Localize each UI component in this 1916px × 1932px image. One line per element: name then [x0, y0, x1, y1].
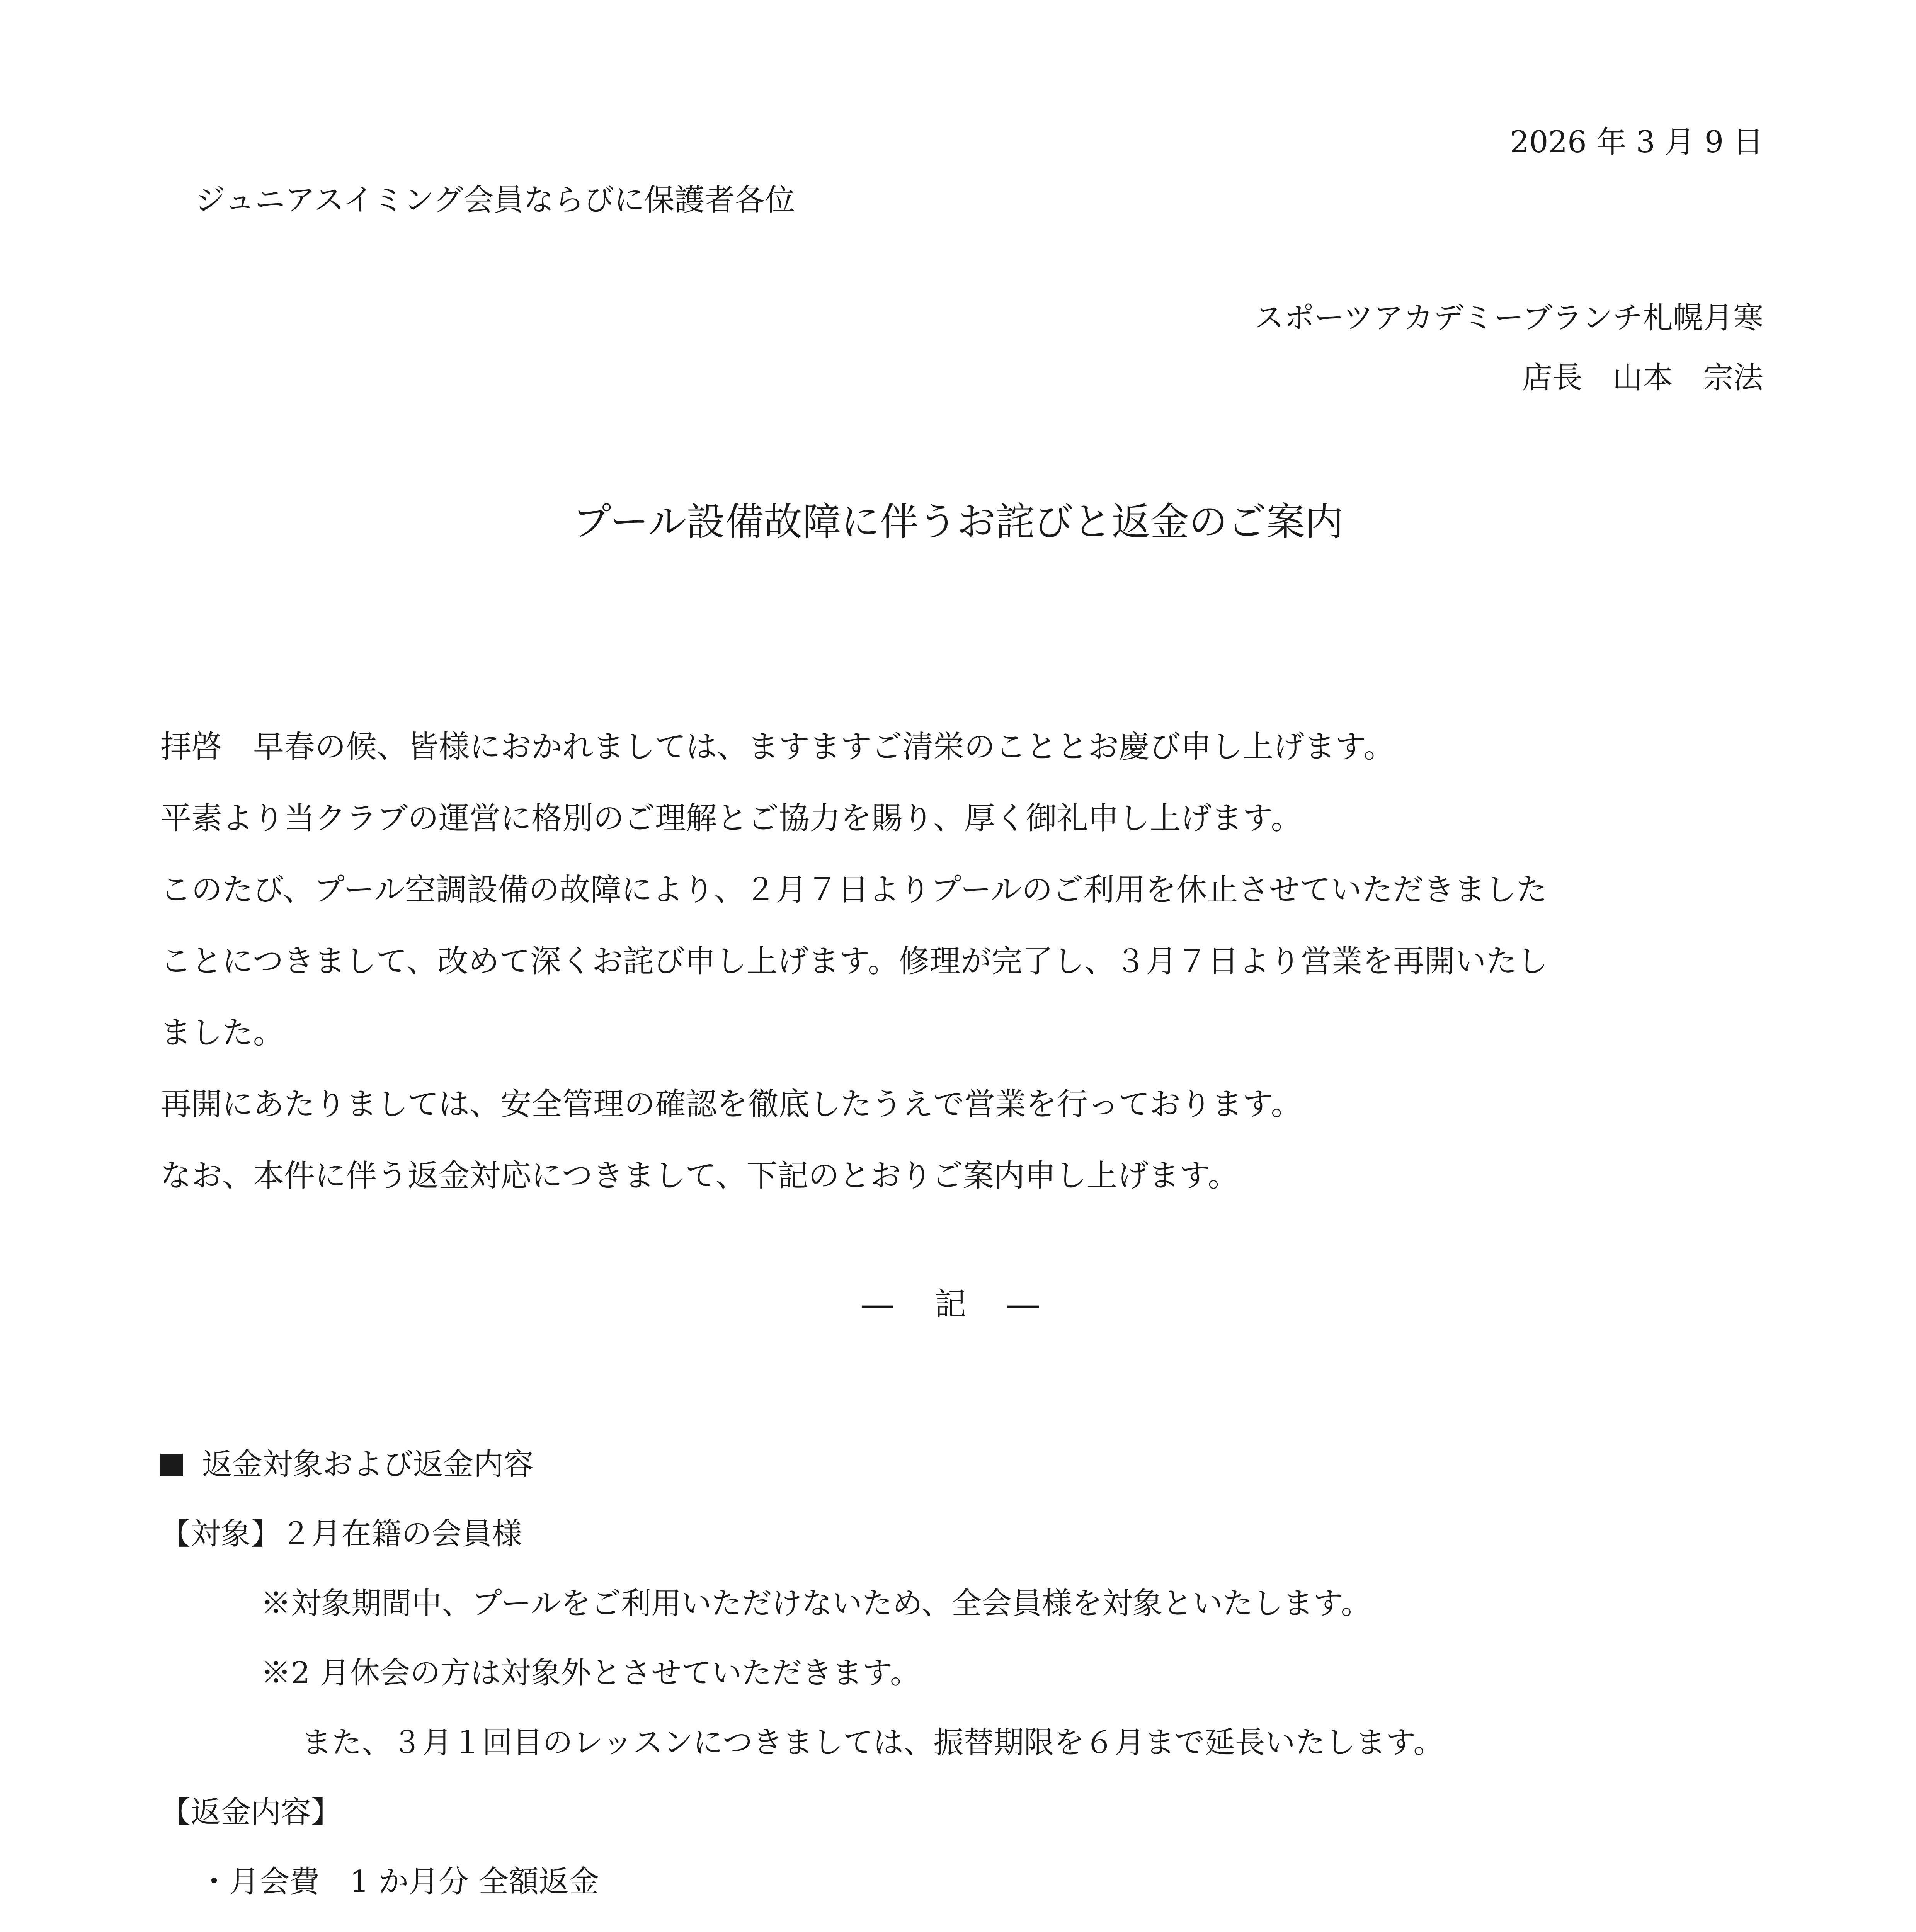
- body-line: なお、本件に伴う返金対応につきまして、下記のとおりご案内申し上げます。: [160, 1158, 1239, 1194]
- sender-name: 店長 山本 宗法: [1522, 361, 1763, 395]
- target-label: 【対象】２月在籍の会員様: [160, 1517, 522, 1551]
- refund-section: [160, 1430, 1764, 1932]
- black-square-icon: [160, 1454, 183, 1476]
- letter-body: [160, 711, 1764, 1211]
- target-note-2: ※2 月休会の方は対象外とさせていただきます。: [261, 1656, 921, 1690]
- sender-organization: スポーツアカデミーブランチ札幌月寒: [1254, 301, 1763, 335]
- addressee: ジュニアスイミング会員ならびに保護者各位: [195, 183, 795, 218]
- letter-date: 2026 年 3 月 9 日: [1510, 125, 1763, 160]
- refund-heading: 返金対象および返金内容: [202, 1447, 534, 1482]
- content-item: ・月会費 1 か月分 全額返金: [199, 1864, 599, 1899]
- content-item: [160, 1917, 1764, 1932]
- ki-heading: ― 記 ―: [861, 1286, 1055, 1323]
- body-line: このたび、プール空調設備の故障により、２月７日よりプールのご利用を休止させていただきました: [160, 872, 1547, 908]
- target-note-1: ※対象期間中、プールをご利用いただけないため、全会員様を対象といたします。: [261, 1586, 1371, 1621]
- body-line: ました。: [160, 1015, 284, 1051]
- content-label: 【返金内容】: [160, 1795, 342, 1830]
- body-line: ことにつきまして、改めて深くお詫び申し上げます。修理が完了し、３月７日より営業を再開いたし: [160, 943, 1548, 979]
- target-note-3: また、３月１回目のレッスンにつきましては、振替期限を６月まで延長いたします。: [301, 1725, 1444, 1760]
- document-title: プール設備故障に伴うお詫びと返金のご案内: [572, 499, 1344, 544]
- body-line: 平素より当クラブの運営に格別のご理解とご協力を賜り、厚く御礼申し上げます。: [160, 800, 1302, 836]
- body-line: 再開にあたりましては、安全管理の確認を徹底したうえで営業を行っております。: [160, 1086, 1302, 1122]
- refund-heading-row: [160, 1430, 1764, 1499]
- body-line: 拝啓 早春の候、皆様におかれましては、ますますご清栄のこととお慶び申し上げます。: [160, 729, 1395, 765]
